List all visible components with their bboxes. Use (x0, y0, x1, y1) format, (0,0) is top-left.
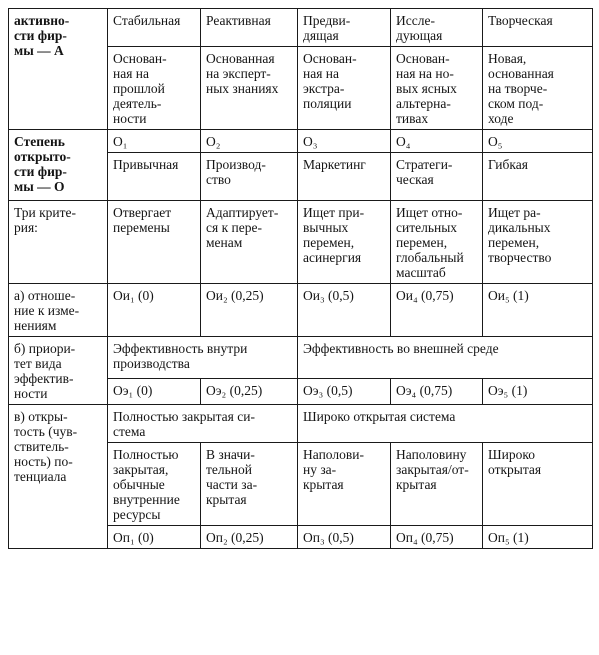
openness-type-cell: Гибкая (483, 153, 593, 201)
efficiency-value: Оэ₄ (0,75) (391, 379, 483, 405)
change-attitude-label: а) отноше- ние к изме- нениям (9, 284, 108, 337)
potential-value: Оп₄ (0,75) (391, 526, 483, 549)
efficiency-value: Оэ₃ (0,5) (298, 379, 391, 405)
potential-detail: В значи- тельной части за- крытая (201, 443, 298, 526)
change-attitude-row (9, 284, 593, 337)
change-attitude-value: Ои₄ (0,75) (391, 284, 483, 337)
activity-type-cell: Иссле- дующая (391, 9, 483, 47)
openness-activity-table (8, 8, 593, 549)
activity-type-cell: Творческая (483, 9, 593, 47)
openness-code-cell: O₁ (108, 130, 201, 153)
openness-code-cell: O₃ (298, 130, 391, 153)
openness-code-cell: O₄ (391, 130, 483, 153)
activity-basis-cell: Основан- ная на но- вых ясных альтерна- тивах (391, 47, 483, 130)
potential-value: Оп₂ (0,25) (201, 526, 298, 549)
activity-basis-cell: Основан- ная на экстра- поляции (298, 47, 391, 130)
efficiency-value: Оэ₂ (0,25) (201, 379, 298, 405)
efficiency-internal: Эффективность внутри производства (108, 337, 298, 379)
criteria-cell: Ищет при- вычных перемен, асинергия (298, 201, 391, 284)
openness-code-cell: O₅ (483, 130, 593, 153)
openness-code-row (9, 130, 593, 153)
change-attitude-value: Ои₅ (1) (483, 284, 593, 337)
efficiency-value: Оэ₁ (0) (108, 379, 201, 405)
openness-type-cell: Маркетинг (298, 153, 391, 201)
efficiency-external: Эффективность во внешней среде (298, 337, 593, 379)
change-attitude-value: Ои₂ (0,25) (201, 284, 298, 337)
potential-value: Оп₅ (1) (483, 526, 593, 549)
activity-basis-cell: Новая, основанная на творче- ском под- ходе (483, 47, 593, 130)
change-attitude-value: Ои₁ (0) (108, 284, 201, 337)
potential-value: Оп₁ (0) (108, 526, 201, 549)
openness-type-cell: Производ- ство (201, 153, 298, 201)
potential-detail: Широко открытая (483, 443, 593, 526)
potential-detail: Наполовину закрытая/от- крытая (391, 443, 483, 526)
criteria-row (9, 201, 593, 284)
openness-label: Степень открыто- сти фир- мы — О (9, 130, 108, 201)
potential-closed: Полностью закрытая си- стема (108, 405, 298, 443)
activity-type-cell: Стабильная (108, 9, 201, 47)
activity-type-row (9, 9, 593, 47)
change-attitude-value: Ои₃ (0,5) (298, 284, 391, 337)
potential-open: Широко открытая система (298, 405, 593, 443)
openness-type-cell: Стратеги- ческая (391, 153, 483, 201)
potential-header-row (9, 405, 593, 443)
efficiency-label: б) приори- тет вида эффектив- ности (9, 337, 108, 405)
potential-label: в) откры- тость (чув- ствитель- ность) по- тенциала (9, 405, 108, 549)
criteria-cell: Ищет отно- сительных перемен, глобальный масштаб (391, 201, 483, 284)
openness-type-cell: Привычная (108, 153, 201, 201)
openness-code-cell: O₂ (201, 130, 298, 153)
criteria-cell: Ищет ра- дикальных перемен, творчество (483, 201, 593, 284)
criteria-cell: Адаптирует- ся к пере- менам (201, 201, 298, 284)
criteria-label: Три крите- рия: (9, 201, 108, 284)
activity-type-cell: Предви- дящая (298, 9, 391, 47)
potential-value: Оп₃ (0,5) (298, 526, 391, 549)
activity-label: активно- сти фир- мы — А (9, 9, 108, 130)
efficiency-header-row (9, 337, 593, 379)
activity-basis-cell: Основан- ная на прошлой деятель- ности (108, 47, 201, 130)
potential-detail: Наполови- ну за- крытая (298, 443, 391, 526)
criteria-cell: Отвергает перемены (108, 201, 201, 284)
potential-detail: Полностью закрытая, обычные внутренние ресурсы (108, 443, 201, 526)
activity-basis-cell: Основанная на эксперт- ных знаниях (201, 47, 298, 130)
activity-type-cell: Реактивная (201, 9, 298, 47)
efficiency-value: Оэ₅ (1) (483, 379, 593, 405)
